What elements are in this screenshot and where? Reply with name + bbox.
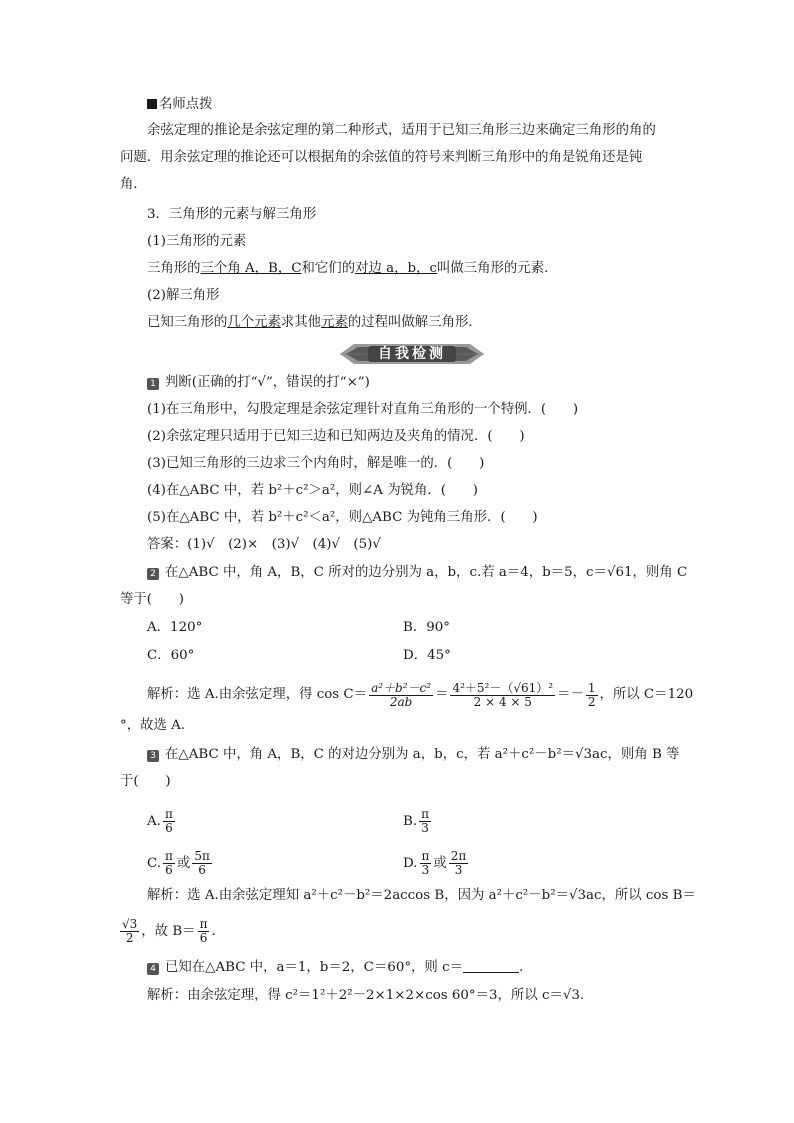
- question-3-option-a: A. $\frac{\pi}{6}$: [147, 807, 173, 835]
- question-2-option-c: C．60°: [147, 648, 195, 663]
- fraction: $\frac{√3}{2}$: [122, 917, 138, 945]
- question-4-stem: 4 已知在△ABC 中，a＝1，b＝2，C＝60°，则 c＝ .: [147, 958, 523, 978]
- question-2-option-d: D．45°: [403, 648, 451, 663]
- underlined-term: 对边 a，b，c: [355, 261, 437, 276]
- question-3-solution: 解析：选 A.由余弦定理知 a²＋c²－b²＝2accos B，因为 a²＋c²－b²＝√3ac，所以 cos B＝: [147, 888, 696, 903]
- answer-blank: [463, 960, 519, 973]
- question-2-option-a: A．120°: [147, 620, 203, 635]
- fraction: $\frac{\pi}{6}$: [199, 917, 208, 945]
- question-1-stem: 1 判断(正确的打“√”，错误的打“×”): [147, 373, 370, 393]
- question-1-item-1: (1)在三角形中，勾股定理是余弦定理针对直角三角形的一个特例．( ): [147, 402, 579, 417]
- tip-paragraph-line-1: 余弦定理的推论是余弦定理的第二种形式，适用于已知三角形三边来确定三角形的角的: [147, 123, 656, 138]
- question-1-item-2: (2)余弦定理只适用于已知三边和已知两边及夹角的情况．( ): [147, 429, 525, 444]
- section-3-title: 3．三角形的元素与解三角形: [147, 207, 317, 222]
- fraction: $\frac{2\pi}{3}$: [450, 849, 467, 877]
- question-2-solution: 解析：选 A.由余弦定理，得 cos C＝ $\frac{\text{a²＋b²－c²}}{2ab}$ ＝ $\frac{\text{4²＋5²－（√61）²}}{2 \times 4 \times 5}$ ＝－ $\frac{1}{2}$ ，所以 C＝120: [147, 681, 694, 709]
- question-number-icon: 2: [147, 568, 159, 580]
- question-1-answer: 答案：(1)√ (2)× (3)√ (4)√ (5)√: [147, 537, 381, 552]
- fraction: $\frac{\text{a²＋b²－c²}}{2ab}$: [371, 681, 432, 709]
- question-3-stem-cont: 于( ): [120, 774, 171, 789]
- fraction: $\frac{\pi}{3}$: [421, 849, 430, 877]
- question-3-option-b: B. $\frac{\pi}{3}$: [403, 807, 429, 835]
- question-number-icon: 4: [147, 963, 159, 975]
- fraction: $\frac{\text{4²＋5²－（√61）²}}{2 \times 4 \times 5}$: [452, 681, 554, 709]
- section-3-line-1: 三角形的三个角 A，B，C和它们的对边 a，b，c叫做三角形的元素．: [147, 261, 558, 276]
- tip-paragraph-line-2: 问题．用余弦定理的推论还可以根据角的余弦值的符号来判断三角形中的角是锐角还是钝: [120, 150, 643, 165]
- question-2-solution-cont: °，故选 A.: [120, 718, 186, 733]
- question-3-stem: 3 在△ABC 中，角 A，B，C 的对边分别为 a，b，c，若 a²＋c²－b²＝√3ac，则角 B 等: [147, 745, 679, 765]
- fraction: $\frac{5\pi}{6}$: [194, 849, 210, 877]
- tip-heading: 名师点拨: [147, 95, 213, 115]
- underlined-term: 元素: [321, 315, 348, 330]
- question-3-option-c: C. $\frac{\pi}{6}$ 或 $\frac{5\pi}{6}$: [147, 849, 210, 877]
- tip-paragraph-line-3: 角．: [120, 177, 147, 192]
- question-1-item-4: (4)在△ABC 中，若 b²＋c²＞a²，则∠A 为锐角．( ): [147, 483, 479, 498]
- question-number-icon: 3: [147, 750, 159, 762]
- question-2-stem-cont: 等于( ): [120, 592, 185, 607]
- question-3-solution-cont: $\frac{√3}{2}$ ，故 B＝ $\frac{\pi}{6}$ .: [122, 917, 216, 945]
- square-bullet-icon: [147, 99, 157, 109]
- fraction: $\frac{\pi}{6}$: [164, 807, 173, 835]
- banner-label: 自我检测: [378, 346, 446, 362]
- question-1-item-3: (3)已知三角形的三边求三个内角时，解是唯一的．( ): [147, 456, 485, 471]
- question-number-icon: 1: [147, 378, 159, 390]
- question-3-option-d: D. $\frac{\pi}{3}$ 或 $\frac{2\pi}{3}$: [403, 849, 467, 877]
- section-3-sub-2: (2)解三角形: [147, 288, 220, 303]
- section-3-line-2: 已知三角形的几个元素求其他元素的过程叫做解三角形．: [147, 315, 482, 330]
- underlined-term: 三个角 A，B，C: [200, 261, 302, 276]
- fraction: $\frac{1}{2}$: [587, 681, 596, 709]
- question-4-solution: 解析：由余弦定理，得 c²＝1²＋2²－2×1×2×cos 60°＝3，所以 c＝√3.: [147, 988, 585, 1003]
- section-3-sub-1: (1)三角形的元素: [147, 234, 247, 249]
- fraction: $\frac{\pi}{6}$: [165, 849, 173, 877]
- underlined-term: 几个元素: [227, 315, 281, 330]
- self-check-banner: [340, 342, 484, 366]
- fraction: $\frac{\pi}{3}$: [421, 807, 429, 835]
- question-1-item-5: (5)在△ABC 中，若 b²＋c²＜a²，则△ABC 为钝角三角形．( ): [147, 510, 538, 525]
- question-2-stem: 2 在△ABC 中，角 A，B，C 所对的边分别为 a，b，c.若 a＝4，b＝5，c＝√61，则角 C: [147, 563, 687, 583]
- question-2-option-b: B．90°: [403, 620, 450, 635]
